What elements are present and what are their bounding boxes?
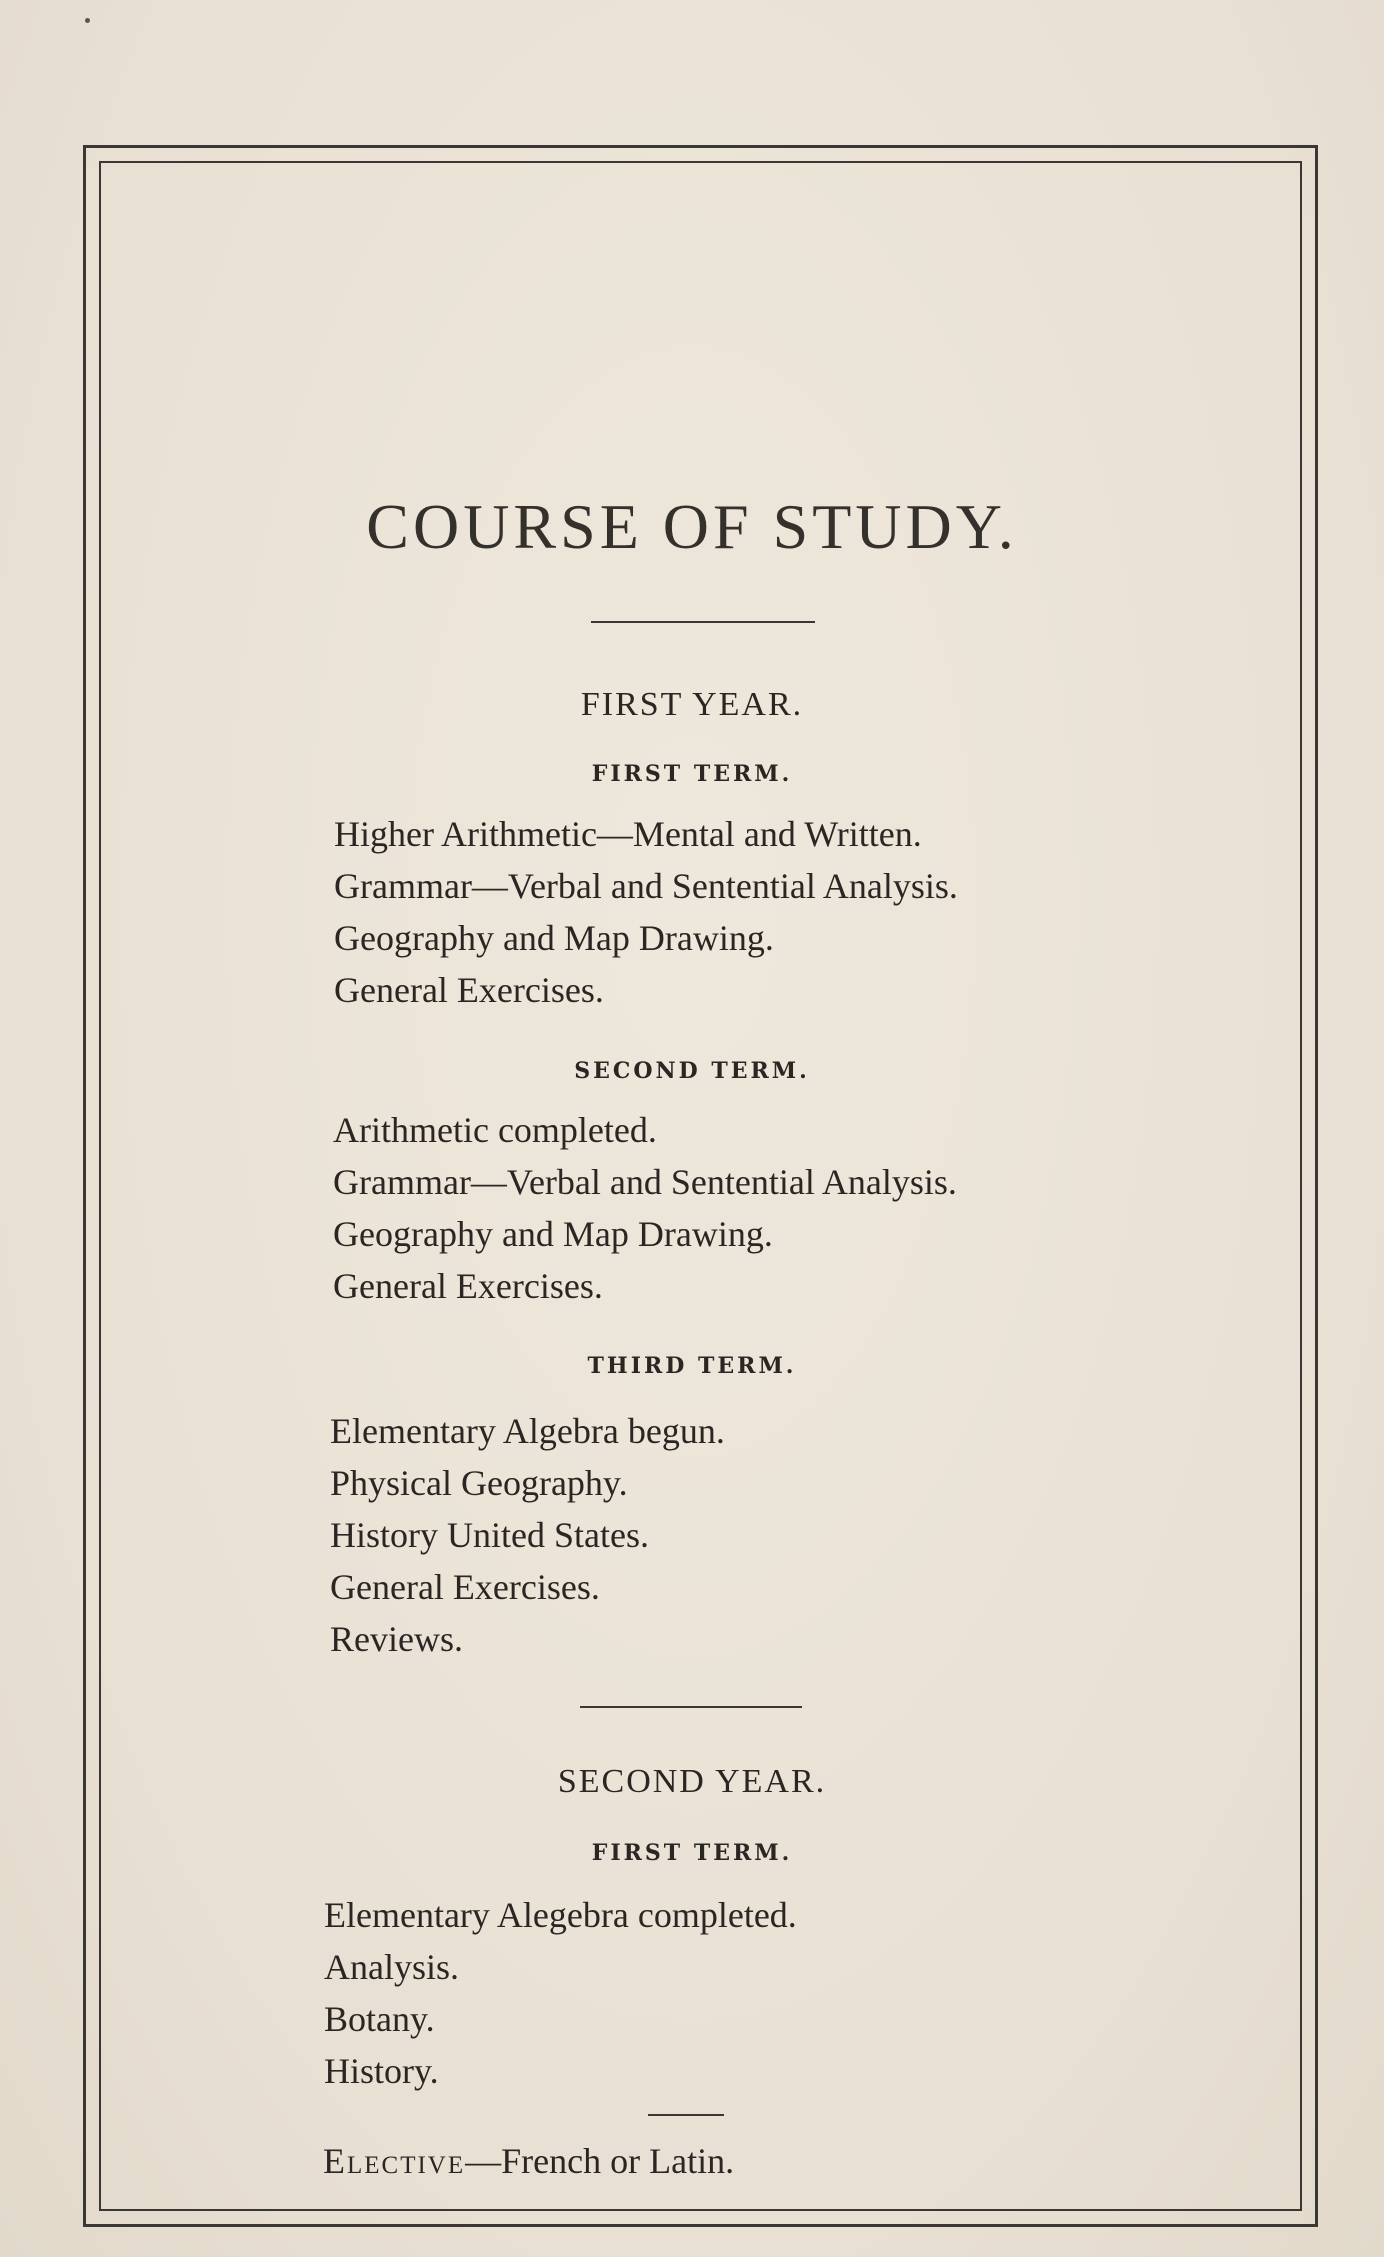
course-item: History. [324, 2051, 439, 2091]
section-rule [580, 1706, 802, 1708]
elective-rule [648, 2114, 724, 2116]
course-item: Analysis. [324, 1947, 459, 1987]
course-list [334, 808, 958, 1016]
term-heading: FIRST TERM. [591, 761, 793, 787]
elective-text: —French or Latin. [465, 2141, 735, 2181]
page-title: COURSE OF STUDY. [366, 491, 1018, 562]
course-item: Grammar—Verbal and Sentential Analysis. [333, 1162, 957, 1202]
ink-speck [85, 18, 90, 23]
term-heading: FIRST TERM. [591, 1840, 793, 1866]
course-item: General Exercises. [334, 970, 604, 1010]
course-item: Higher Arithmetic—Mental and Written. [334, 814, 922, 854]
course-item: Botany. [324, 1999, 435, 2039]
course-item: Geography and Map Drawing. [333, 1214, 773, 1254]
course-item: History United States. [330, 1515, 649, 1555]
course-list [324, 1889, 797, 2097]
course-list [333, 1104, 957, 1312]
year-heading-first: FIRST YEAR. [580, 686, 804, 723]
course-item: General Exercises. [330, 1567, 600, 1607]
course-list [330, 1405, 725, 1665]
elective-line [323, 2140, 734, 2182]
course-item: General Exercises. [333, 1266, 603, 1306]
course-item: Physical Geography. [330, 1463, 628, 1503]
course-item: Elementary Alegebra completed. [324, 1895, 797, 1935]
course-item: Reviews. [330, 1619, 463, 1659]
course-item: Arithmetic completed. [333, 1110, 657, 1150]
year-heading-second: SECOND YEAR. [557, 1763, 827, 1800]
course-item: Elementary Algebra begun. [330, 1411, 725, 1451]
term-heading: SECOND TERM. [574, 1058, 810, 1084]
elective-label: Elective [323, 2141, 466, 2181]
title-rule [591, 621, 815, 623]
course-item: Grammar—Verbal and Sentential Analysis. [334, 866, 958, 906]
course-item: Geography and Map Drawing. [334, 918, 774, 958]
term-heading: THIRD TERM. [587, 1353, 797, 1379]
